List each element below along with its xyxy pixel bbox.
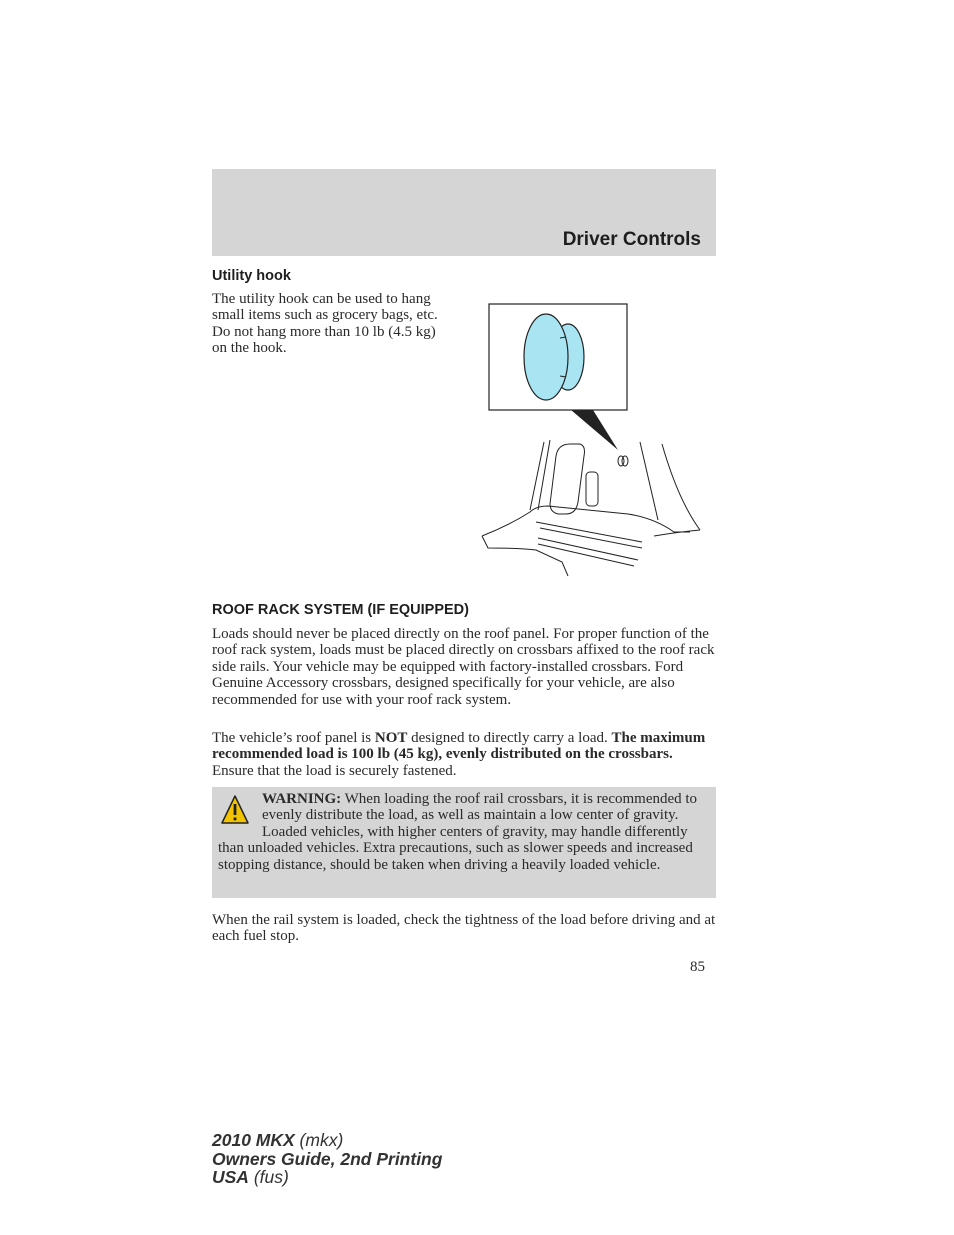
roof-rack-heading: ROOF RACK SYSTEM (IF EQUIPPED) (212, 602, 469, 618)
page-number: 85 (690, 959, 705, 975)
roof-rack-paragraph-2 (212, 730, 716, 779)
warning-text (218, 791, 710, 873)
roof-panel-text: The vehicle’s roof panel is (212, 730, 375, 746)
footer-model: 2010 MKX (212, 1130, 295, 1150)
max-load-statement: The maximum recommended load is 100 lb (45 kg), evenly distributed on the crossbars. (212, 730, 706, 763)
warning-body: When loading the roof rail crossbars, it is recommended to evenly distribute the load, as well as maintain a low center of gravity. Loaded vehicles, with higher centers of gravity, may handle differently than unloaded vehicles. Extra precautions, such as slower speeds and increased stopping distance, should be taken when driving a heavily loaded vehicle. (218, 791, 698, 873)
warning-triangle-icon (220, 793, 250, 827)
not-emphasis: NOT (374, 730, 408, 746)
footer-line-1 (212, 1131, 442, 1150)
header-band (212, 169, 716, 256)
section-title: Driver Controls (562, 229, 701, 250)
utility-hook-heading: Utility hook (212, 268, 291, 284)
utility-hook-text: The utility hook can be used to hang small items such as grocery bags, etc. Do not hang more than 10 lb (4.5 kg) on the hook. (212, 291, 438, 357)
roof-rack-paragraph-1: Loads should never be placed directly on the roof panel. For proper function of the roof rack system, loads must be placed directly on crossbars affixed to the roof rack side rails. Your vehicle may be equipped with factory-installed crossbars. Ford Genuine Accessory crossbars, designed specifically for your vehicle, are also recommended for use with your roof rack system. (212, 626, 715, 708)
footer-line-3 (212, 1168, 442, 1187)
footer-market-code: (fus) (248, 1167, 289, 1187)
utility-hook-illustration (478, 300, 708, 580)
closing-paragraph: When the rail system is loaded, check the tightness of the load before driving and at each fuel stop. (212, 912, 716, 945)
secure-load-text: Ensure that the load is securely fastened. (212, 762, 457, 779)
roof-panel-text-2: designed to directly carry a load. (407, 730, 612, 746)
footer-model-code: (mkx) (294, 1130, 344, 1150)
footer (212, 1131, 442, 1187)
footer-line-2: Owners Guide, 2nd Printing (212, 1148, 443, 1169)
warning-label: WARNING: (262, 791, 342, 807)
footer-market: USA (212, 1167, 249, 1187)
warning-box (212, 787, 716, 898)
